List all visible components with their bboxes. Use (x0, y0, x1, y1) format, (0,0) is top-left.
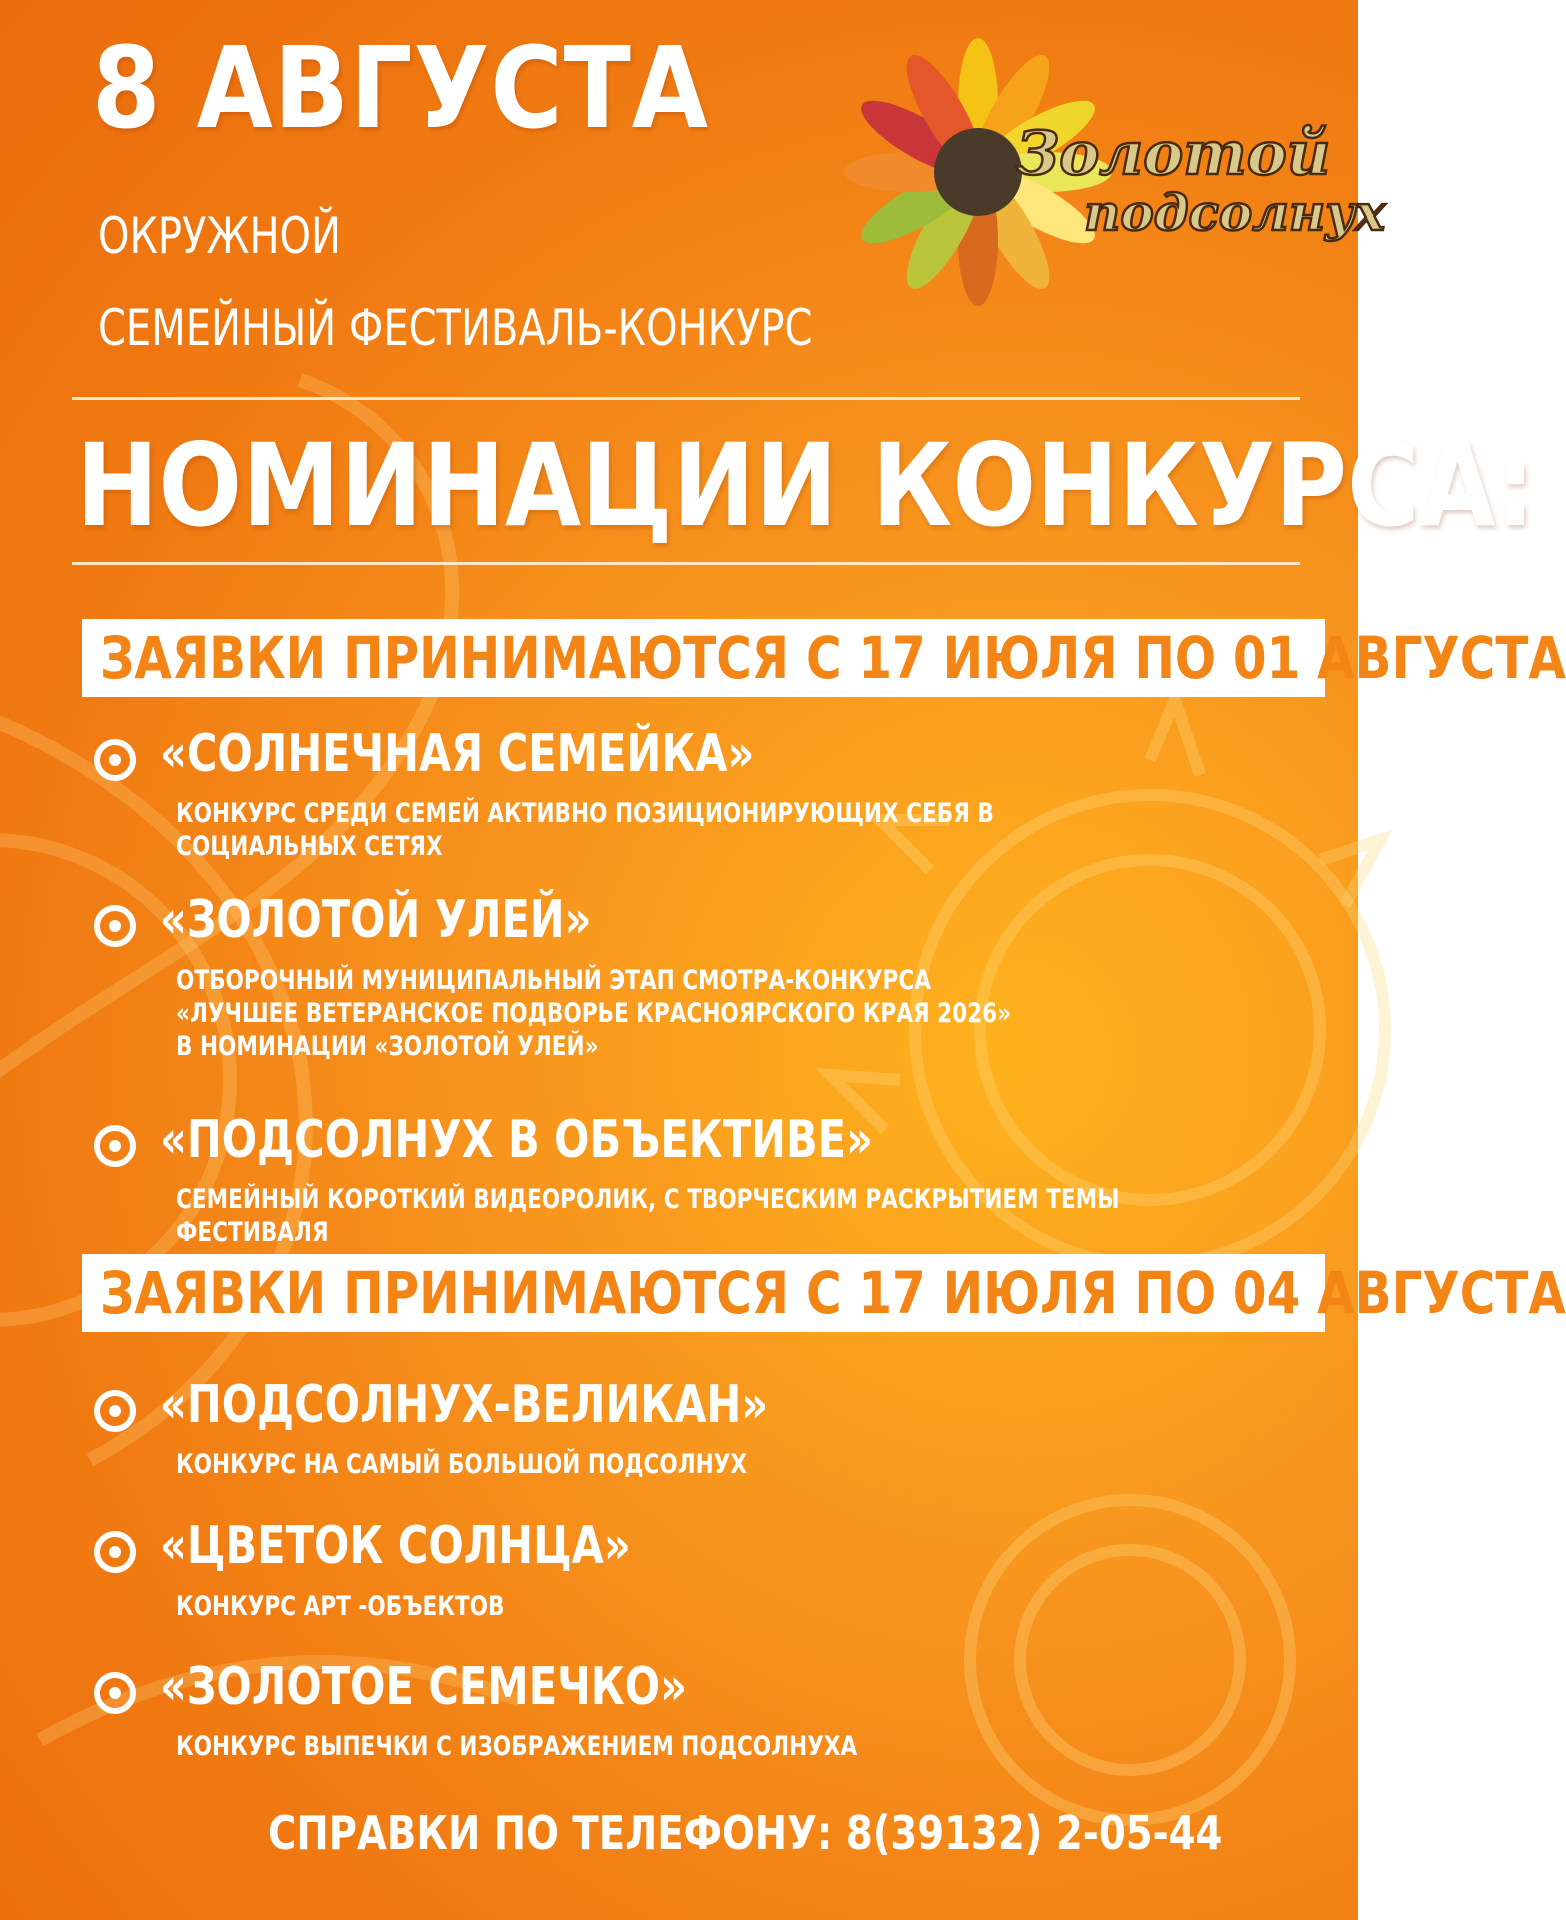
nomination-description: СЕМЕЙНЫЙ КОРОТКИЙ ВИДЕОРОЛИК, С ТВОРЧЕСКИМ РАСКРЫТИЕМ ТЕМЫ ФЕСТИВАЛЯ (176, 1184, 1120, 1248)
target-bullet-icon (94, 1531, 136, 1573)
subtitle-line-2: СЕМЕЙНЫЙ ФЕСТИВАЛЬ-КОНКУРС (98, 299, 813, 357)
deadline-banner-2 (82, 1254, 1566, 1332)
target-bullet-icon (94, 1672, 136, 1714)
divider-bottom (72, 562, 1300, 565)
nomination-description: ОТБОРОЧНЫЙ МУНИЦИПАЛЬНЫЙ ЭТАП СМОТРА-КОНКУРСА «ЛУЧШЕЕ ВЕТЕРАНСКОЕ ПОДВОРЬЕ КРАСНОЯРСКОГО КРАЯ 2026» В НОМИНАЦИИ «ЗОЛОТОЙ УЛЕЙ» (176, 965, 1012, 1062)
sunflower-logo-icon (866, 62, 1386, 302)
nomination-description: КОНКУРС НА САМЫЙ БОЛЬШОЙ ПОДСОЛНУХ (176, 1449, 748, 1480)
target-bullet-icon (94, 1125, 136, 1167)
target-bullet-icon (94, 1390, 136, 1432)
event-date: 8 АВГУСТА (92, 24, 709, 154)
deadline-text: ЗАЯВКИ ПРИНИМАЮТСЯ С 17 ИЮЛЯ ПО 04 АВГУСТА (100, 1259, 1566, 1327)
nomination-title: «ПОДСОЛНУХ-ВЕЛИКАН» (160, 1375, 769, 1435)
target-bullet-icon (94, 905, 136, 947)
nomination-title: «ЗОЛОТОЕ СЕМЕЧКО» (160, 1657, 687, 1717)
nomination-description: КОНКУРС ВЫПЕЧКИ С ИЗОБРАЖЕНИЕМ ПОДСОЛНУХА (176, 1731, 858, 1762)
nomination-title: «ПОДСОЛНУХ В ОБЪЕКТИВЕ» (160, 1110, 873, 1170)
deadline-text: ЗАЯВКИ ПРИНИМАЮТСЯ С 17 ИЮЛЯ ПО 01 АВГУСТА (100, 624, 1566, 692)
subtitle-line-1: ОКРУЖНОЙ (98, 207, 341, 265)
divider-top (72, 397, 1300, 400)
nomination-title: «ЦВЕТОК СОЛНЦА» (160, 1516, 631, 1576)
logo-text-line-1: Золотой (1016, 119, 1331, 189)
logo-text-line-2: подсолнух (1084, 183, 1386, 242)
contact-phone: СПРАВКИ ПО ТЕЛЕФОНУ: 8(39132) 2-05-44 (268, 1806, 1223, 1860)
nomination-description: КОНКУРС СРЕДИ СЕМЕЙ АКТИВНО ПОЗИЦИОНИРУЮЩИХ СЕБЯ В СОЦИАЛЬНЫХ СЕТЯХ (176, 798, 994, 862)
nomination-description: КОНКУРС АРТ -ОБЪЕКТОВ (176, 1591, 505, 1622)
target-bullet-icon (94, 739, 136, 781)
nominations-heading: НОМИНАЦИИ КОНКУРСА: (76, 419, 1536, 552)
nomination-title: «СОЛНЕЧНАЯ СЕМЕЙКА» (160, 724, 755, 784)
deadline-banner-1 (82, 619, 1566, 697)
nomination-title: «ЗОЛОТОЙ УЛЕЙ» (160, 890, 592, 950)
